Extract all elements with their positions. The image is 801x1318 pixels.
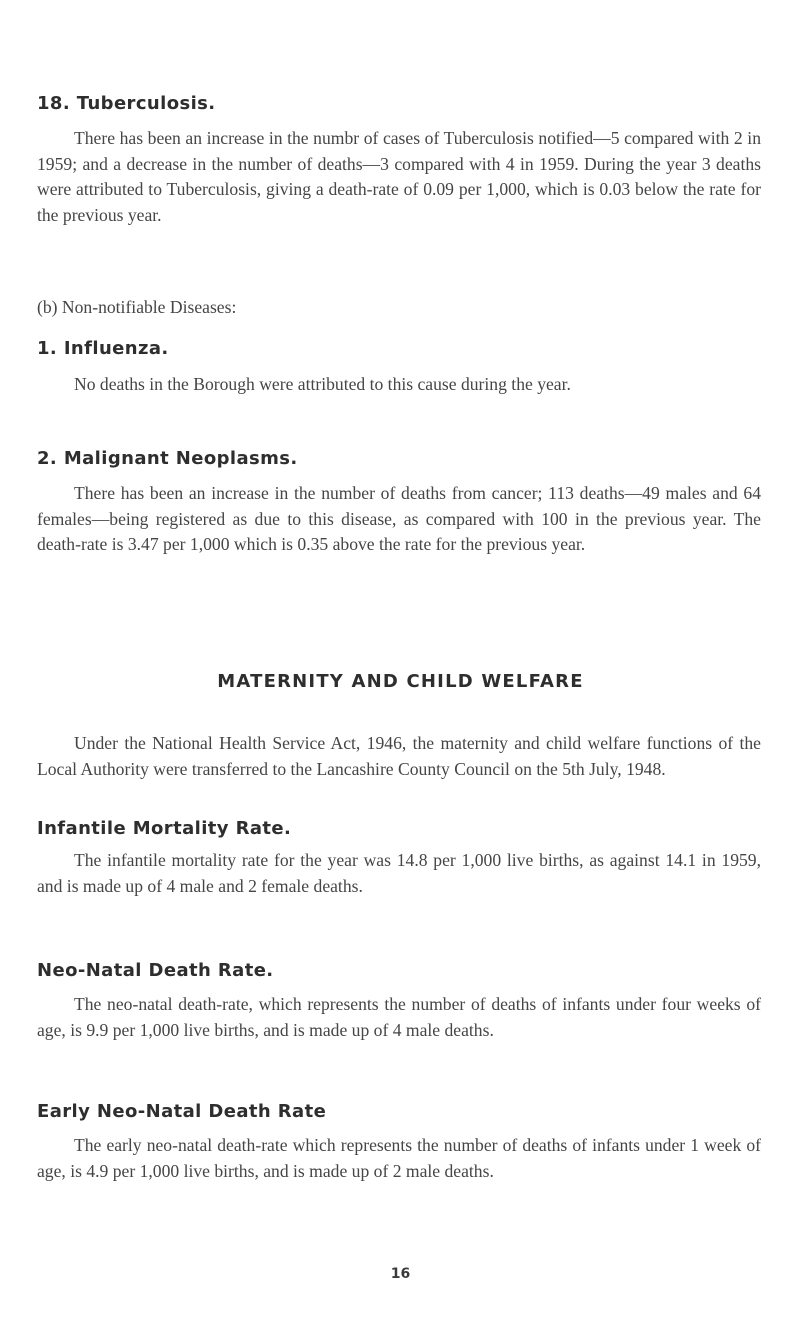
neo-natal-heading: Neo-Natal Death Rate. <box>37 960 274 981</box>
early-neo-natal-paragraph: The early neo-natal death-rate which represents the number of deaths of infants under 1 week of age, is 4.9 per 1,000 live births, and is made up of 2 male deaths. <box>37 1135 761 1181</box>
maternity-paragraph: Under the National Health Service Act, 1946, the maternity and child welfare functions of the Local Authority were transferred to the Lancashire County Council on the 5th July, 1948. <box>37 733 761 779</box>
tuberculosis-heading: 18. Tuberculosis. <box>37 93 216 114</box>
malignant-neoplasms-paragraph: There has been an increase in the number of deaths from cancer; 113 deaths—49 males and 64 females—being registered as due to this disease, as compared with 100 in the previous year. The death-rate is 3.47 per 1,000 which is 0.35 above the rate for the previous year. <box>37 483 761 554</box>
influenza-paragraph: No deaths in the Borough were attributed to this cause during the year. <box>74 374 571 394</box>
infantile-mortality-paragraph: The infantile mortality rate for the year was 14.8 per 1,000 live births, as against 14.1 in 1959, and is made up of 4 male and 2 female deaths. <box>37 850 761 896</box>
neo-natal-paragraph: The neo-natal death-rate, which represents the number of deaths of infants under four weeks of age, is 9.9 per 1,000 live births, and is made up of 4 male deaths. <box>37 994 761 1040</box>
tuberculosis-paragraph: There has been an increase in the numbr of cases of Tuberculosis notified—5 compared with 2 in 1959; and a decrease in the number of deaths—3 compared with 4 in 1959. During the year 3 deaths were attributed to Tuberculosis, giving a death-rate of 0.09 per 1,000, which is 0.03 below the rate for the previous year. <box>37 128 761 225</box>
influenza-heading: 1. Influenza. <box>37 338 169 359</box>
early-neo-natal-heading: Early Neo-Natal Death Rate <box>37 1101 327 1122</box>
infantile-mortality-heading: Infantile Mortality Rate. <box>37 818 292 839</box>
page-number: 16 <box>390 1266 411 1282</box>
non-notifiable-label: (b) Non-notifiable Diseases: <box>37 297 237 317</box>
maternity-section-title: MATERNITY AND CHILD WELFARE <box>217 671 584 692</box>
malignant-neoplasms-heading: 2. Malignant Neoplasms. <box>37 448 298 469</box>
